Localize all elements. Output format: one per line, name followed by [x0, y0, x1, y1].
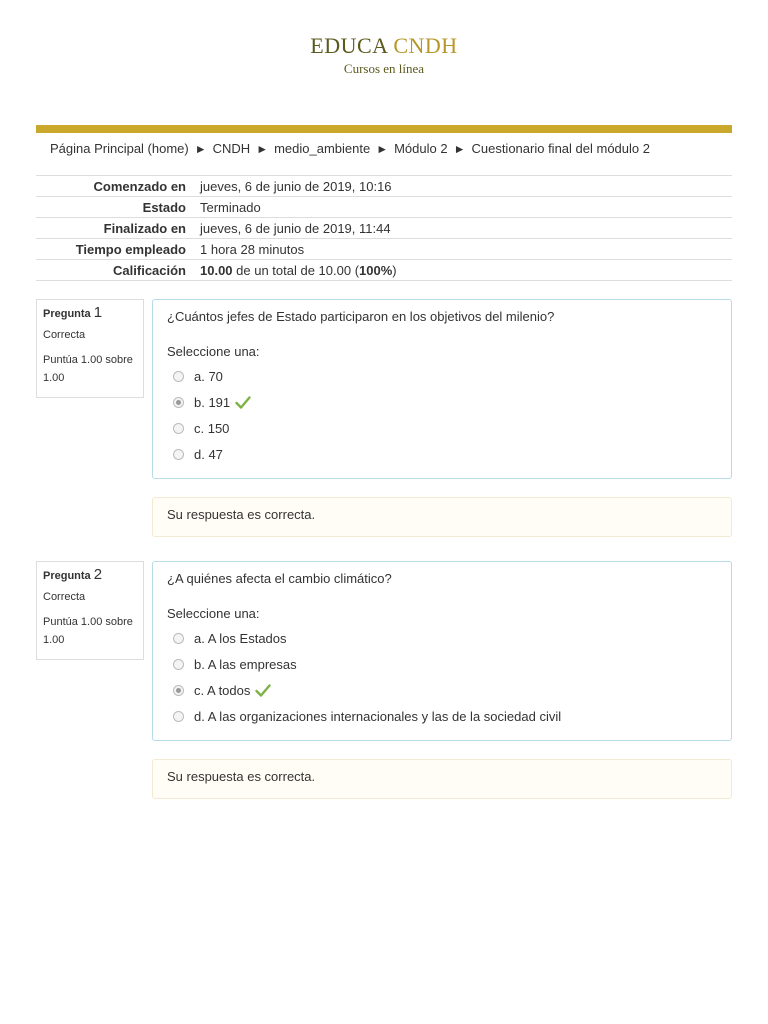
- question-number-value: 2: [93, 566, 103, 583]
- question-state: Correcta: [43, 591, 86, 603]
- answer-label: c. 150: [194, 420, 230, 436]
- answer-option[interactable]: [167, 441, 717, 467]
- header-divider: [36, 125, 732, 133]
- breadcrumb-cndh[interactable]: CNDH: [212, 141, 251, 156]
- question-number: [43, 304, 143, 323]
- answer-prompt: Seleccione una:: [167, 344, 260, 359]
- question-content-1: [152, 299, 732, 479]
- answer-label: a. 70: [194, 368, 223, 384]
- breadcrumb-separator: ►: [376, 142, 389, 156]
- question-text: ¿A quiénes afecta el cambio climático?: [167, 571, 392, 586]
- summary-value: 1 hora 28 minutos: [200, 239, 732, 260]
- summary-row-state: [36, 197, 732, 218]
- radio-button-selected[interactable]: [173, 685, 184, 696]
- check-icon: [255, 684, 271, 697]
- summary-row-grade: [36, 260, 732, 281]
- logo-word-educa: EDUCA: [310, 33, 388, 58]
- grade-text-end: ): [392, 262, 397, 278]
- site-logo[interactable]: [0, 33, 768, 59]
- breadcrumb: [50, 141, 650, 156]
- summary-label: Estado: [36, 197, 200, 218]
- site-subtitle: Cursos en línea: [343, 61, 425, 76]
- summary-value: Terminado: [200, 197, 732, 218]
- answer-label: b. 191: [194, 394, 231, 410]
- attempt-summary-table: [36, 175, 732, 281]
- radio-button[interactable]: [173, 659, 184, 670]
- question-info-1: [36, 299, 144, 398]
- answer-label: b. A las empresas: [194, 656, 297, 672]
- answer-option[interactable]: [167, 703, 717, 729]
- breadcrumb-home[interactable]: Página Principal (home): [50, 141, 189, 156]
- radio-button-selected[interactable]: [173, 397, 184, 408]
- summary-row-time: [36, 239, 732, 260]
- answer-label: a. A los Estados: [194, 630, 287, 646]
- answer-option-selected[interactable]: [167, 677, 717, 703]
- site-header: [0, 33, 768, 77]
- answer-label: d. 47: [194, 446, 223, 462]
- summary-row-started: [36, 176, 732, 197]
- logo-word-cndh: CNDH: [393, 33, 458, 58]
- grade-percent: 100%: [359, 262, 393, 278]
- answer-option[interactable]: [167, 625, 717, 651]
- summary-value: [200, 260, 732, 281]
- answer-option[interactable]: [167, 415, 717, 441]
- summary-label: Tiempo empleado: [36, 239, 200, 260]
- radio-button[interactable]: [173, 633, 184, 644]
- radio-button[interactable]: [173, 371, 184, 382]
- breadcrumb-separator: ►: [194, 142, 207, 156]
- answer-label: d. A las organizaciones internacionales y las de la sociedad civil: [194, 708, 562, 724]
- breadcrumb-course[interactable]: medio_ambiente: [274, 141, 371, 156]
- summary-value: jueves, 6 de junio de 2019, 11:44: [200, 218, 732, 239]
- radio-button[interactable]: [173, 711, 184, 722]
- radio-button[interactable]: [173, 449, 184, 460]
- answer-option-selected[interactable]: [167, 389, 717, 415]
- summary-label: Calificación: [36, 260, 200, 281]
- check-icon: [235, 396, 251, 409]
- breadcrumb-separator: ►: [256, 142, 269, 156]
- summary-value: jueves, 6 de junio de 2019, 10:16: [200, 176, 732, 197]
- question-grade: Puntúa 1.00 sobre 1.00: [43, 354, 133, 384]
- answer-prompt: Seleccione una:: [167, 606, 260, 621]
- question-info-2: [36, 561, 144, 660]
- question-feedback-1: Su respuesta es correcta.: [152, 497, 732, 537]
- answer-option[interactable]: [167, 651, 717, 677]
- question-label: Pregunta: [43, 570, 91, 582]
- radio-button[interactable]: [173, 423, 184, 434]
- breadcrumb-separator: ►: [453, 142, 466, 156]
- question-label: Pregunta: [43, 308, 91, 320]
- breadcrumb-quiz[interactable]: Cuestionario final del módulo 2: [471, 141, 650, 156]
- summary-row-finished: [36, 218, 732, 239]
- question-text: ¿Cuántos jefes de Estado participaron en los objetivos del milenio?: [167, 309, 555, 324]
- question-grade: Puntúa 1.00 sobre 1.00: [43, 616, 133, 646]
- grade-score: 10.00: [200, 262, 233, 278]
- summary-label: Comenzado en: [36, 176, 200, 197]
- answer-option[interactable]: [167, 363, 717, 389]
- summary-label: Finalizado en: [36, 218, 200, 239]
- question-feedback-2: Su respuesta es correcta.: [152, 759, 732, 799]
- question-state: Correcta: [43, 329, 86, 341]
- question-number: [43, 566, 143, 585]
- question-content-2: [152, 561, 732, 741]
- question-number-value: 1: [93, 304, 103, 321]
- grade-text: de un total de 10.00 (: [232, 262, 360, 278]
- answer-label: c. A todos: [194, 682, 251, 698]
- breadcrumb-module[interactable]: Módulo 2: [394, 141, 448, 156]
